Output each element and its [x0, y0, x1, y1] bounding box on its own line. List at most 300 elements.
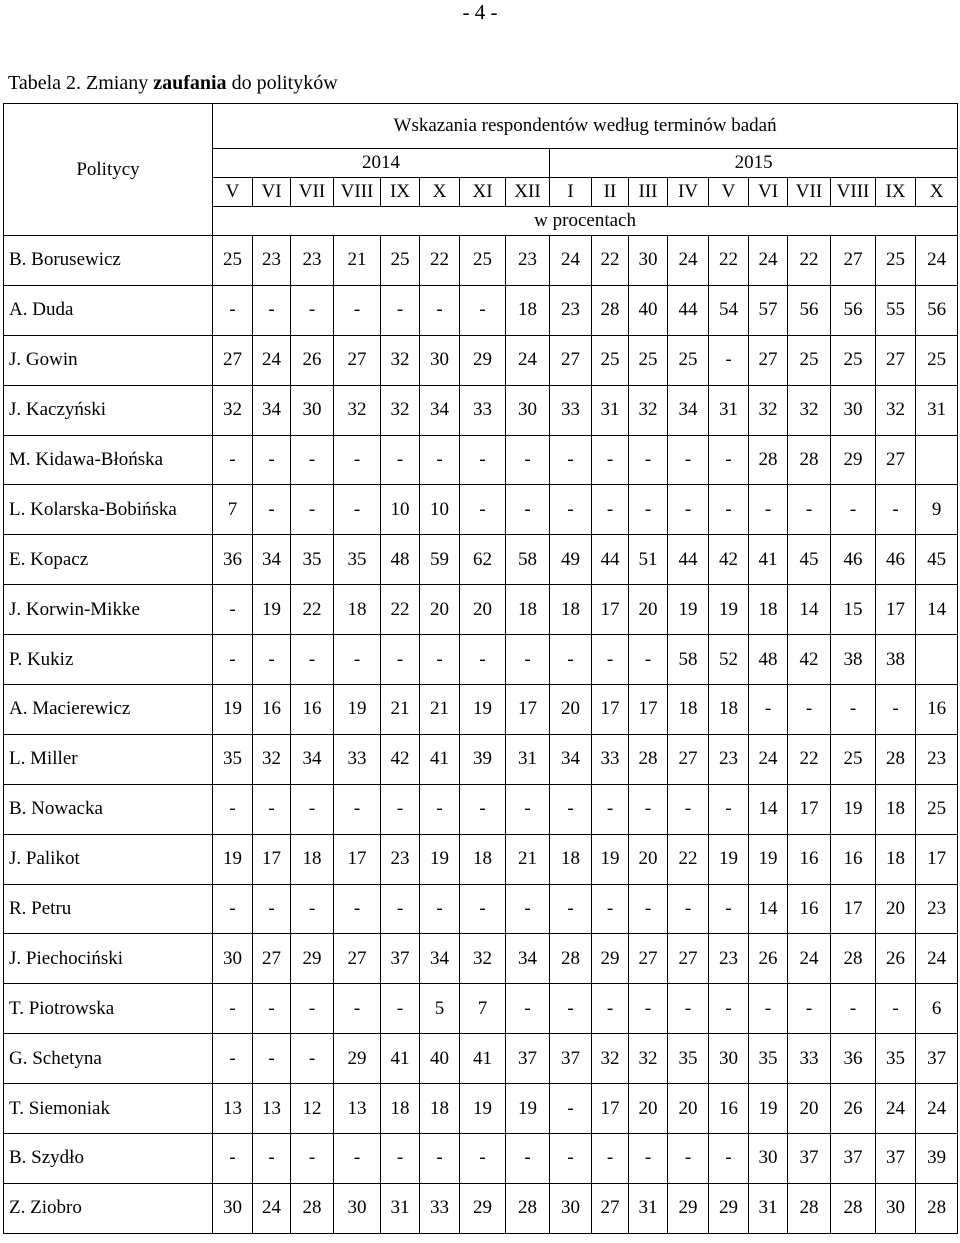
value-cell: 54 [709, 285, 749, 335]
value-cell: 20 [550, 685, 592, 735]
politician-name: J. Kaczyński [4, 385, 213, 435]
header-month: V [213, 178, 253, 207]
value-cell: 25 [831, 335, 876, 385]
value-cell: - [668, 784, 709, 834]
value-cell: 32 [749, 385, 788, 435]
value-cell: - [213, 1034, 253, 1084]
value-cell: 28 [506, 1183, 550, 1233]
value-cell: 62 [460, 535, 506, 585]
value-cell: 30 [709, 1034, 749, 1084]
value-cell: - [592, 435, 629, 485]
value-cell: - [629, 984, 668, 1034]
politician-name: J. Gowin [4, 335, 213, 385]
value-cell: 30 [550, 1183, 592, 1233]
value-cell: 45 [916, 535, 958, 585]
value-cell: 30 [334, 1183, 381, 1233]
value-cell: 18 [876, 784, 916, 834]
value-cell: 5 [420, 984, 460, 1034]
value-cell: - [876, 984, 916, 1034]
table-row [4, 385, 958, 435]
value-cell: 42 [709, 535, 749, 585]
value-cell: 25 [788, 335, 831, 385]
value-cell: 30 [831, 385, 876, 435]
value-cell: 33 [420, 1183, 460, 1233]
value-cell: - [334, 435, 381, 485]
value-cell: - [381, 285, 420, 335]
value-cell: - [506, 435, 550, 485]
value-cell: 22 [291, 585, 334, 635]
value-cell: 34 [668, 385, 709, 435]
value-cell: 25 [916, 335, 958, 385]
value-cell: 31 [381, 1183, 420, 1233]
value-cell: 27 [668, 934, 709, 984]
value-cell: 18 [709, 685, 749, 735]
value-cell: - [592, 884, 629, 934]
value-cell: - [592, 784, 629, 834]
value-cell: 23 [709, 734, 749, 784]
table-row [4, 884, 958, 934]
value-cell: 22 [381, 585, 420, 635]
value-cell: - [381, 435, 420, 485]
table-row [4, 435, 958, 485]
value-cell: 27 [213, 335, 253, 385]
value-cell: - [709, 1134, 749, 1184]
value-cell: 22 [788, 236, 831, 286]
value-cell: 49 [550, 535, 592, 585]
value-cell: - [213, 1134, 253, 1184]
value-cell: - [876, 485, 916, 535]
value-cell: 32 [334, 385, 381, 435]
value-cell: - [709, 984, 749, 1034]
value-cell: - [213, 585, 253, 635]
value-cell: 19 [506, 1084, 550, 1134]
value-cell: 12 [291, 1084, 334, 1134]
value-cell: - [592, 1134, 629, 1184]
politician-name: J. Piechociński [4, 934, 213, 984]
header-month: VI [749, 178, 788, 207]
value-cell: - [709, 485, 749, 535]
header-year-2015: 2015 [550, 149, 958, 178]
value-cell: - [291, 285, 334, 335]
value-cell: - [420, 435, 460, 485]
value-cell: 17 [253, 834, 291, 884]
value-cell: 18 [506, 285, 550, 335]
value-cell: - [253, 1134, 291, 1184]
value-cell: 24 [916, 1084, 958, 1134]
value-cell: - [253, 435, 291, 485]
value-cell: 22 [420, 236, 460, 286]
politician-name: R. Petru [4, 884, 213, 934]
value-cell: 30 [291, 385, 334, 435]
value-cell: 57 [749, 285, 788, 335]
value-cell: 20 [629, 834, 668, 884]
value-cell: - [668, 884, 709, 934]
value-cell: - [831, 685, 876, 735]
value-cell: 16 [788, 834, 831, 884]
value-cell: - [253, 784, 291, 834]
value-cell: 39 [460, 734, 506, 784]
value-cell: 23 [253, 236, 291, 286]
value-cell: 18 [668, 685, 709, 735]
value-cell: 42 [788, 635, 831, 685]
value-cell: - [334, 635, 381, 685]
value-cell: 44 [668, 285, 709, 335]
value-cell: - [550, 485, 592, 535]
value-cell: 19 [749, 1084, 788, 1134]
value-cell: - [550, 1134, 592, 1184]
politician-name: L. Miller [4, 734, 213, 784]
value-cell: 27 [253, 934, 291, 984]
value-cell: 17 [788, 784, 831, 834]
value-cell: 37 [550, 1034, 592, 1084]
value-cell: 26 [291, 335, 334, 385]
value-cell: 14 [749, 784, 788, 834]
value-cell: 20 [876, 884, 916, 934]
value-cell: - [460, 784, 506, 834]
value-cell: - [253, 984, 291, 1034]
value-cell: - [668, 485, 709, 535]
value-cell: 35 [876, 1034, 916, 1084]
value-cell: 6 [916, 984, 958, 1034]
value-cell: 41 [460, 1034, 506, 1084]
value-cell: 34 [253, 385, 291, 435]
header-month: VII [788, 178, 831, 207]
header-month: VIII [334, 178, 381, 207]
value-cell: 28 [592, 285, 629, 335]
politician-name: B. Szydło [4, 1134, 213, 1184]
value-cell: - [506, 784, 550, 834]
value-cell: 29 [460, 1183, 506, 1233]
value-cell: - [381, 884, 420, 934]
value-cell: 25 [668, 335, 709, 385]
value-cell: - [629, 1134, 668, 1184]
politician-name: A. Duda [4, 285, 213, 335]
header-month: IX [876, 178, 916, 207]
value-cell: 48 [381, 535, 420, 585]
value-cell: 24 [749, 236, 788, 286]
value-cell: 19 [831, 784, 876, 834]
value-cell: 13 [213, 1084, 253, 1134]
value-cell: 23 [916, 884, 958, 934]
value-cell: 25 [876, 236, 916, 286]
value-cell: - [381, 635, 420, 685]
table-row [4, 335, 958, 385]
value-cell: 14 [749, 884, 788, 934]
value-cell: 18 [550, 585, 592, 635]
value-cell: 31 [749, 1183, 788, 1233]
value-cell: 32 [788, 385, 831, 435]
value-cell: 41 [381, 1034, 420, 1084]
value-cell: - [550, 884, 592, 934]
value-cell: 17 [629, 685, 668, 735]
value-cell: 27 [334, 934, 381, 984]
value-cell: - [749, 685, 788, 735]
value-cell: 22 [709, 236, 749, 286]
value-cell: - [253, 485, 291, 535]
value-cell: 29 [291, 934, 334, 984]
value-cell: 19 [460, 1084, 506, 1134]
value-cell: 56 [916, 285, 958, 335]
value-cell: 35 [668, 1034, 709, 1084]
value-cell: - [460, 285, 506, 335]
value-cell: 10 [420, 485, 460, 535]
value-cell: - [709, 784, 749, 834]
value-cell: 18 [460, 834, 506, 884]
value-cell: 34 [420, 385, 460, 435]
politician-name: B. Nowacka [4, 784, 213, 834]
value-cell: 37 [506, 1034, 550, 1084]
value-cell: 27 [831, 236, 876, 286]
politician-name: Z. Ziobro [4, 1183, 213, 1233]
header-month: XI [460, 178, 506, 207]
value-cell: 29 [592, 934, 629, 984]
value-cell: - [506, 984, 550, 1034]
header-politycy: Politycy [4, 104, 213, 236]
politician-name: J. Palikot [4, 834, 213, 884]
table-row [4, 236, 958, 286]
value-cell: 33 [334, 734, 381, 784]
header-month: II [592, 178, 629, 207]
value-cell: - [550, 984, 592, 1034]
value-cell: 32 [876, 385, 916, 435]
value-cell: - [592, 984, 629, 1034]
value-cell: 24 [506, 335, 550, 385]
politician-name: G. Schetyna [4, 1034, 213, 1084]
value-cell: - [668, 1134, 709, 1184]
value-cell: 56 [831, 285, 876, 335]
value-cell: 30 [213, 1183, 253, 1233]
value-cell: 21 [506, 834, 550, 884]
value-cell: 22 [668, 834, 709, 884]
value-cell: 7 [213, 485, 253, 535]
table-row [4, 1034, 958, 1084]
header-month: IX [381, 178, 420, 207]
value-cell: 24 [668, 236, 709, 286]
value-cell: 42 [381, 734, 420, 784]
value-cell: 19 [709, 585, 749, 635]
value-cell: 28 [876, 734, 916, 784]
value-cell: - [460, 485, 506, 535]
value-cell: 24 [876, 1084, 916, 1134]
value-cell: 34 [253, 535, 291, 585]
value-cell: 25 [460, 236, 506, 286]
value-cell: 41 [749, 535, 788, 585]
politician-name: E. Kopacz [4, 535, 213, 585]
value-cell: 18 [334, 585, 381, 635]
politician-name: J. Korwin-Mikke [4, 585, 213, 635]
table-row [4, 635, 958, 685]
value-cell: 24 [916, 934, 958, 984]
value-cell: 30 [213, 934, 253, 984]
value-cell: 18 [291, 834, 334, 884]
value-cell: 45 [788, 535, 831, 585]
caption-prefix: Tabela 2. Zmiany [8, 72, 154, 94]
value-cell: 28 [788, 1183, 831, 1233]
value-cell: - [788, 685, 831, 735]
value-cell: 19 [213, 834, 253, 884]
header-month: X [420, 178, 460, 207]
value-cell: - [291, 1034, 334, 1084]
value-cell: 30 [629, 236, 668, 286]
value-cell: 18 [381, 1084, 420, 1134]
value-cell: - [709, 884, 749, 934]
header-group: Wskazania respondentów według terminów badań [213, 104, 958, 149]
value-cell: - [876, 685, 916, 735]
header-month: III [629, 178, 668, 207]
value-cell: - [788, 984, 831, 1034]
value-cell: - [381, 784, 420, 834]
value-cell: 20 [460, 585, 506, 635]
value-cell: - [629, 435, 668, 485]
value-cell: 13 [253, 1084, 291, 1134]
value-cell: 24 [916, 236, 958, 286]
value-cell: 40 [420, 1034, 460, 1084]
value-cell: 19 [460, 685, 506, 735]
value-cell: 24 [550, 236, 592, 286]
value-cell: 17 [592, 585, 629, 635]
value-cell: 28 [916, 1183, 958, 1233]
value-cell: - [460, 884, 506, 934]
value-cell: 28 [788, 435, 831, 485]
caption-suffix: do polityków [226, 72, 338, 94]
value-cell: - [381, 984, 420, 1034]
table-row [4, 1084, 958, 1134]
value-cell: - [381, 1134, 420, 1184]
politician-name: B. Borusewicz [4, 236, 213, 286]
value-cell: 10 [381, 485, 420, 535]
value-cell: - [291, 984, 334, 1034]
value-cell: 22 [788, 734, 831, 784]
value-cell: - [550, 1084, 592, 1134]
value-cell: 26 [876, 934, 916, 984]
value-cell: 32 [629, 385, 668, 435]
value-cell: 27 [668, 734, 709, 784]
value-cell: - [420, 285, 460, 335]
value-cell: - [550, 435, 592, 485]
value-cell: 19 [420, 834, 460, 884]
value-cell: - [334, 984, 381, 1034]
value-cell: 38 [831, 635, 876, 685]
value-cell: 17 [334, 834, 381, 884]
table-row [4, 485, 958, 535]
value-cell: 27 [876, 335, 916, 385]
value-cell: 9 [916, 485, 958, 535]
value-cell: 15 [831, 585, 876, 635]
value-cell: - [506, 635, 550, 685]
value-cell: 26 [749, 934, 788, 984]
value-cell [916, 435, 958, 485]
table-row [4, 934, 958, 984]
value-cell: - [629, 784, 668, 834]
value-cell: - [788, 485, 831, 535]
value-cell: 17 [592, 685, 629, 735]
value-cell: 55 [876, 285, 916, 335]
table-row [4, 535, 958, 585]
value-cell: - [334, 285, 381, 335]
value-cell: 28 [629, 734, 668, 784]
value-cell: 20 [788, 1084, 831, 1134]
value-cell: - [550, 784, 592, 834]
value-cell: - [592, 635, 629, 685]
value-cell: - [420, 1134, 460, 1184]
value-cell: 14 [916, 585, 958, 635]
value-cell: 16 [253, 685, 291, 735]
value-cell: - [213, 435, 253, 485]
value-cell: 7 [460, 984, 506, 1034]
value-cell: - [253, 1034, 291, 1084]
table-row [4, 734, 958, 784]
value-cell: 19 [668, 585, 709, 635]
value-cell: 27 [749, 335, 788, 385]
value-cell: - [668, 984, 709, 1034]
header-unit: w procentach [213, 207, 958, 236]
value-cell: 20 [629, 1084, 668, 1134]
header-month: XII [506, 178, 550, 207]
value-cell: 46 [831, 535, 876, 585]
header-month: VIII [831, 178, 876, 207]
value-cell: 44 [668, 535, 709, 585]
value-cell: - [629, 635, 668, 685]
table-row [4, 285, 958, 335]
value-cell: 32 [629, 1034, 668, 1084]
value-cell: - [291, 635, 334, 685]
table-row [4, 834, 958, 884]
value-cell: 24 [788, 934, 831, 984]
value-cell: - [506, 485, 550, 535]
value-cell: 18 [749, 585, 788, 635]
value-cell: 40 [629, 285, 668, 335]
value-cell: 25 [629, 335, 668, 385]
header-month: IV [668, 178, 709, 207]
value-cell: - [592, 485, 629, 535]
table-row [4, 585, 958, 635]
value-cell: 17 [831, 884, 876, 934]
value-cell: 34 [291, 734, 334, 784]
value-cell: 28 [749, 435, 788, 485]
value-cell: 52 [709, 635, 749, 685]
header-month: VI [253, 178, 291, 207]
value-cell: 27 [629, 934, 668, 984]
value-cell: 23 [550, 285, 592, 335]
value-cell: 51 [629, 535, 668, 585]
value-cell: 30 [876, 1183, 916, 1233]
value-cell: 25 [831, 734, 876, 784]
value-cell: - [749, 984, 788, 1034]
table-row [4, 1134, 958, 1184]
value-cell: 35 [749, 1034, 788, 1084]
table-row [4, 984, 958, 1034]
value-cell: 19 [709, 834, 749, 884]
value-cell: 27 [334, 335, 381, 385]
value-cell: 27 [592, 1183, 629, 1233]
value-cell: 31 [709, 385, 749, 435]
value-cell: 34 [550, 734, 592, 784]
value-cell: - [334, 485, 381, 535]
value-cell: 23 [291, 236, 334, 286]
value-cell: - [709, 335, 749, 385]
table-row [4, 685, 958, 735]
value-cell: - [213, 984, 253, 1034]
value-cell: 31 [592, 385, 629, 435]
value-cell: 33 [788, 1034, 831, 1084]
value-cell: - [213, 784, 253, 834]
value-cell: 16 [831, 834, 876, 884]
value-cell: 32 [213, 385, 253, 435]
value-cell: - [506, 884, 550, 934]
value-cell: 46 [876, 535, 916, 585]
value-cell: 37 [876, 1134, 916, 1184]
value-cell: 17 [916, 834, 958, 884]
